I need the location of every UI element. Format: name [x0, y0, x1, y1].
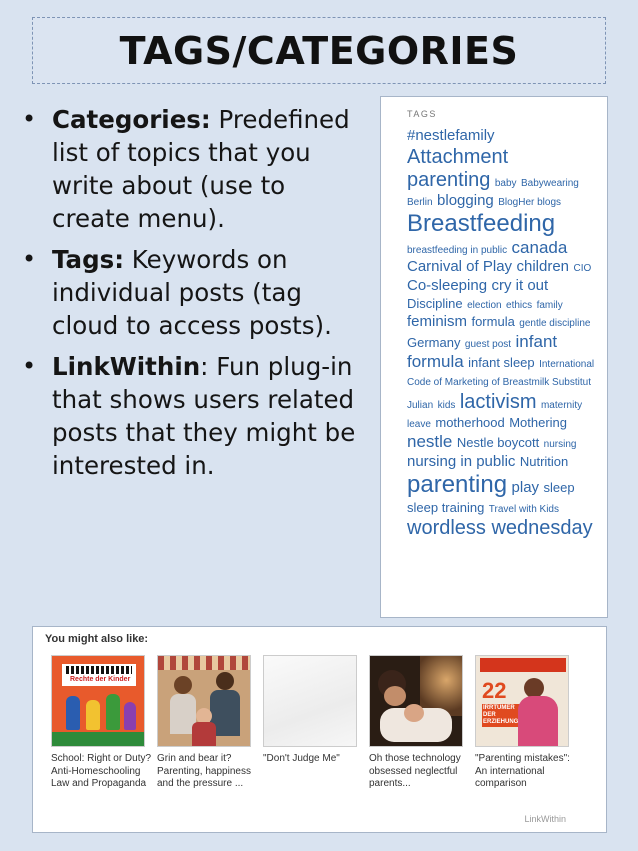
tag-link[interactable]: Co-sleeping [407, 276, 488, 294]
tag-link[interactable]: Breastfeeding [407, 210, 556, 238]
tag-link[interactable]: feminism [407, 313, 468, 331]
tag-link[interactable]: lactivism [459, 390, 537, 413]
tag-link[interactable]: Mothering [509, 414, 568, 430]
linkwithin-heading: You might also like: [45, 633, 149, 645]
bullet-text: : Fun plug-in that shows users related posts that they might be interested in. [52, 352, 356, 480]
tag-link[interactable]: CIO [573, 263, 592, 275]
tag-link[interactable]: Julian [407, 399, 434, 411]
bullet-categories [18, 103, 368, 235]
tag-link[interactable]: motherhood [435, 414, 505, 430]
related-post[interactable] [48, 655, 154, 791]
tag-link[interactable]: Attachment parenting [407, 145, 509, 191]
related-post[interactable] [260, 655, 366, 791]
magazine-cover-thumbnail[interactable] [475, 655, 569, 747]
bullet-list [18, 103, 368, 490]
tag-link[interactable]: gentle discipline [519, 318, 591, 330]
linkwithin-widget [32, 626, 607, 833]
magazine-badge: 22 [482, 678, 507, 703]
mother-baby-photo-thumbnail[interactable] [369, 655, 463, 747]
related-post[interactable] [472, 655, 578, 791]
tag-link[interactable]: Discipline [407, 295, 463, 311]
bullet-tags [18, 243, 368, 342]
tag-link[interactable]: Nestle boycott [456, 435, 540, 451]
tag-link[interactable]: sleep training [407, 499, 485, 515]
tag-link[interactable]: nestle [407, 432, 453, 452]
tag-link[interactable]: children [516, 258, 570, 276]
tag-link[interactable]: nursing in public [407, 452, 516, 470]
tag-link[interactable]: cry it out [491, 276, 549, 294]
tag-link[interactable]: formula [471, 314, 515, 330]
bullet-text: Keywords on individual posts (tag cloud to access posts). [52, 245, 332, 340]
bullet-term: Categories: [52, 105, 211, 134]
linkwithin-credit-link[interactable]: LinkWithin [524, 814, 566, 824]
related-post-caption[interactable]: Oh those technology obsessed neglectful parents... [369, 753, 461, 789]
tag-link[interactable]: guest post [464, 338, 512, 350]
bullet-linkwithin [18, 350, 368, 482]
related-post-caption[interactable]: Grin and bear it? Parenting, happiness and the pressure ... [157, 753, 251, 789]
tag-link[interactable]: #nestlefamily [407, 127, 495, 145]
related-post-caption[interactable]: "Parenting mistakes": An international comparison [475, 753, 570, 789]
tag-link[interactable]: maternity leave [407, 399, 583, 430]
related-post[interactable] [154, 655, 260, 791]
tag-cloud-heading: TAGS [407, 109, 437, 119]
tag-link[interactable]: play [511, 479, 540, 497]
tag-link[interactable]: nursing [543, 439, 577, 451]
tag-link[interactable]: parenting [407, 471, 508, 499]
related-post[interactable] [366, 655, 472, 791]
children-rights-book-thumbnail[interactable] [51, 655, 145, 747]
tag-link[interactable]: breastfeeding in public [407, 244, 508, 256]
tag-link[interactable]: Carnival of Play [407, 258, 513, 276]
tag-link[interactable]: blogging [437, 191, 494, 209]
magazine-title: IRRTÜMER DER ERZIEHUNG [482, 704, 524, 727]
family-photo-thumbnail[interactable] [157, 655, 251, 747]
title-box [32, 17, 606, 84]
tag-link[interactable]: infant sleep [468, 355, 535, 371]
book-title-text: Rechte der Kinder [70, 676, 131, 683]
tag-link[interactable]: Nutrition [519, 453, 569, 469]
tag-link[interactable]: infant formula [407, 331, 558, 372]
bullet-text: Predefined list of topics that you write about (use to create menu). [52, 105, 350, 233]
tag-link[interactable]: Babywearing [521, 177, 579, 189]
tag-cloud-widget [380, 96, 608, 618]
slide-title: TAGS/CATEGORIES [119, 28, 519, 73]
tag-link[interactable]: election [467, 299, 502, 311]
tag-link[interactable]: canada [511, 237, 568, 257]
related-post-caption[interactable]: School: Right or Duty? Anti-Homeschooling Law and Propaganda [51, 753, 152, 789]
bullet-icon: • [22, 352, 37, 380]
tag-link[interactable]: family [536, 299, 563, 311]
tag-link[interactable]: kids [437, 399, 456, 411]
tag-link[interactable]: Germany [407, 334, 461, 350]
tag-link[interactable]: sleep [543, 480, 575, 496]
tag-link[interactable]: baby [494, 177, 517, 189]
related-posts [48, 655, 578, 791]
related-post-caption[interactable]: "Don't Judge Me" [263, 753, 340, 764]
tag-link[interactable]: ethics [506, 299, 533, 311]
tag-link[interactable]: Travel with Kids [488, 503, 559, 515]
tag-link[interactable]: wordless wednesday [407, 517, 593, 539]
bullet-term: LinkWithin [52, 352, 201, 381]
tag-link[interactable]: Berlin [407, 196, 433, 208]
bullet-icon: • [22, 245, 37, 273]
tag-link[interactable]: BlogHer blogs [498, 196, 562, 208]
bullet-term: Tags: [52, 245, 125, 274]
blank-thumbnail[interactable] [263, 655, 357, 747]
tag-cloud [407, 127, 597, 540]
tag-link[interactable]: International Code of Marketing of Breastmilk Substitut [407, 359, 595, 389]
bullet-icon: • [22, 105, 37, 133]
